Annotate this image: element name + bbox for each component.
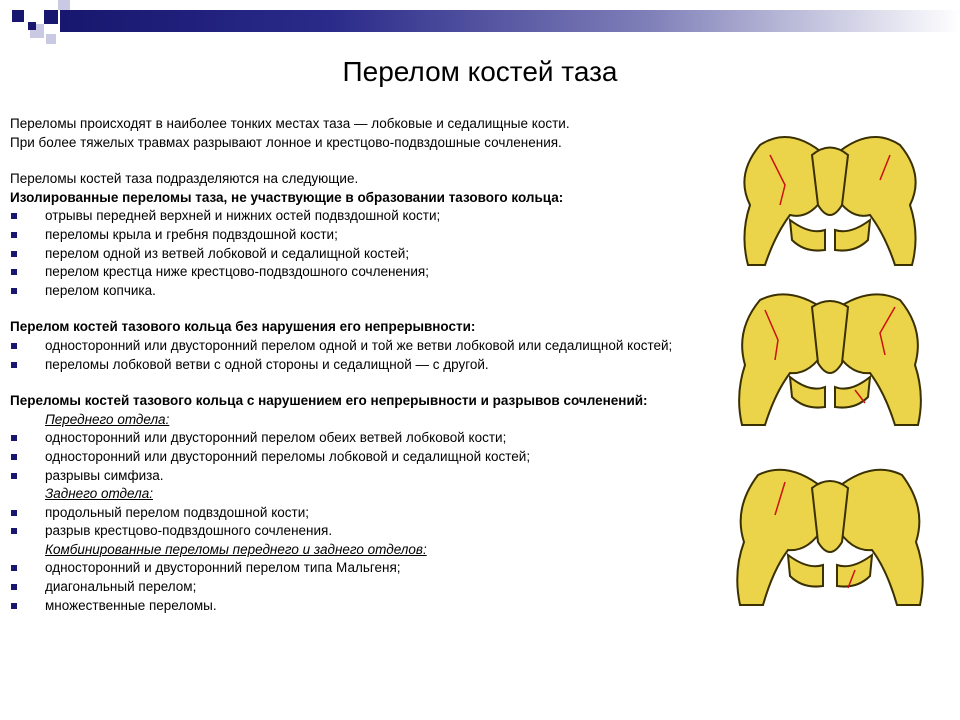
list-item: перелом копчика. [10, 282, 690, 301]
list-item: разрыв крестцово-подвздошного сочленения. [10, 522, 690, 541]
pelvis-fracture-image-3 [730, 460, 930, 610]
list-item: односторонний и двусторонний перелом типа Мальгеня; [10, 559, 690, 578]
subsection-label: Комбинированные переломы переднего и заднего отделов: [45, 541, 427, 557]
section-heading: Изолированные переломы таза, не участвующие в образовании тазового кольца: [10, 189, 564, 205]
list-item: переломы крыла и гребня подвздошной кости; [10, 226, 690, 245]
decor-square [44, 10, 58, 24]
pelvis-fracture-illustration-icon [730, 460, 930, 610]
list-item: односторонний или двусторонний переломы лобковой и седалищной костей; [10, 448, 690, 467]
list-item: односторонний или двусторонний перелом одной и той же ветви лобковой или седалищной костей; [10, 337, 690, 356]
section-heading: Переломы костей тазового кольца с нарушением его непрерывности и разрывов сочленений: [10, 393, 648, 409]
list-item: односторонний или двусторонний перелом обеих ветвей лобковой кости; [10, 429, 690, 448]
decor-square [28, 22, 36, 30]
decor-square [58, 0, 70, 10]
list-item: диагональный перелом; [10, 578, 690, 597]
list-item: переломы лобковой ветви с одной стороны и седалищной — с другой. [10, 356, 690, 375]
intro-line: При более тяжелых травмах разрывают лонное и крестцово-подвздошные сочленения. [10, 134, 562, 150]
list-item: перелом крестца ниже крестцово-подвздошного сочленения; [10, 263, 690, 282]
top-decoration [0, 0, 960, 40]
pelvis-fracture-image-1 [730, 125, 930, 270]
intro-line: Переломы происходят в наиболее тонких местах таза — лобковые и седалищные кости. [10, 116, 570, 131]
subsection-label: Заднего отдела: [45, 486, 153, 502]
pelvis-fracture-illustration-icon [730, 125, 930, 270]
pelvis-fracture-illustration-icon [730, 285, 930, 430]
list-item: продольный перелом подвздошной кости; [10, 504, 690, 523]
list-item: отрывы передней верхней и нижних остей подвздошной кости; [10, 207, 690, 226]
section-heading: Перелом костей тазового кольца без нарушения его непрерывности: [10, 319, 476, 335]
pelvis-fracture-image-2 [730, 285, 930, 430]
subsection-label: Переднего отдела: [45, 411, 170, 427]
decor-square [12, 10, 24, 22]
list-item: перелом одной из ветвей лобковой и седалищной костей; [10, 245, 690, 264]
list-item: множественные переломы. [10, 597, 690, 616]
slide-body [10, 115, 690, 615]
list-item: разрывы симфиза. [10, 467, 690, 486]
classification-intro: Переломы костей таза подразделяются на следующие. [10, 171, 359, 187]
slide-title: Перелом костей таза [342, 56, 618, 87]
header-gradient-bar [60, 10, 960, 32]
decor-square [46, 34, 56, 44]
